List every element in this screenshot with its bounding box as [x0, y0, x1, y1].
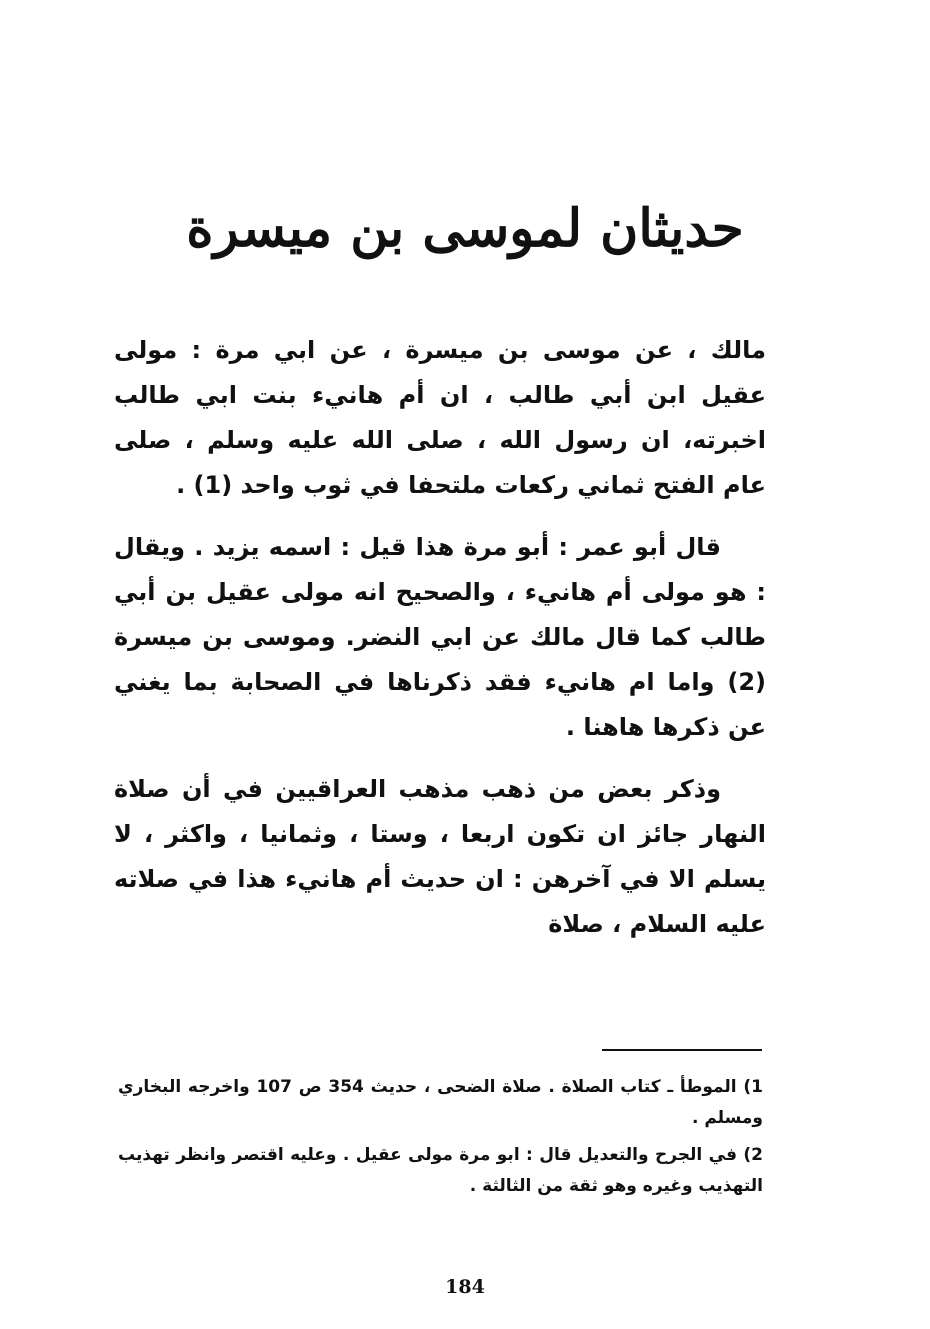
- footnote-1: 1) الموطأ ـ كتاب الصلاة . صلاة الضحى ، حديث 354 ص 107 واخرجه البخاري ومسلم .: [118, 1077, 763, 1128]
- footnote-divider: [602, 1049, 762, 1051]
- main-text: [114, 328, 766, 964]
- chapter-title: حديثان لموسى بن ميسرة: [186, 198, 744, 259]
- footnotes: [118, 1072, 763, 1208]
- paragraph-2: قال أبو عمر : أبو مرة هذا قيل : اسمه يزيد . ويقال : هو مولى أم هانيء ، والصحيح انه مولى عقيل بن أبي طالب كما قال مالك عن ابي النضر. وموسى بن ميسرة (2) واما ام هانيء فقد ذكرناها في الصحابة بما يغني عن ذكرها هاهنا .: [114, 533, 766, 741]
- footnote-2: 2) في الجرح والتعديل قال : ابو مرة مولى عقيل . وعليه اقتصر وانظر تهذيب التهذيب وغيره وهو ثقة من الثالثة .: [118, 1145, 763, 1196]
- paragraph-3: وذكر بعض من ذهب مذهب العراقيين في أن صلاة النهار جائز ان تكون اربعا ، وستا ، وثمانيا ، واكثر ، لا يسلم الا في آخرهن : ان حديث أم هانيء هذا في صلاته عليه السلام ، صلاة: [114, 775, 766, 938]
- page-number: 184: [445, 1276, 485, 1298]
- paragraph-1: مالك ، عن موسى بن ميسرة ، عن ابي مرة : مولى عقيل ابن أبي طالب ، ان أم هانيء بنت ابي طالب اخبرته، ان رسول الله ، صلى الله عليه وسلم ، صلى عام الفتح ثماني ركعات ملتحفا في ثوب واحد (1) .: [114, 336, 766, 499]
